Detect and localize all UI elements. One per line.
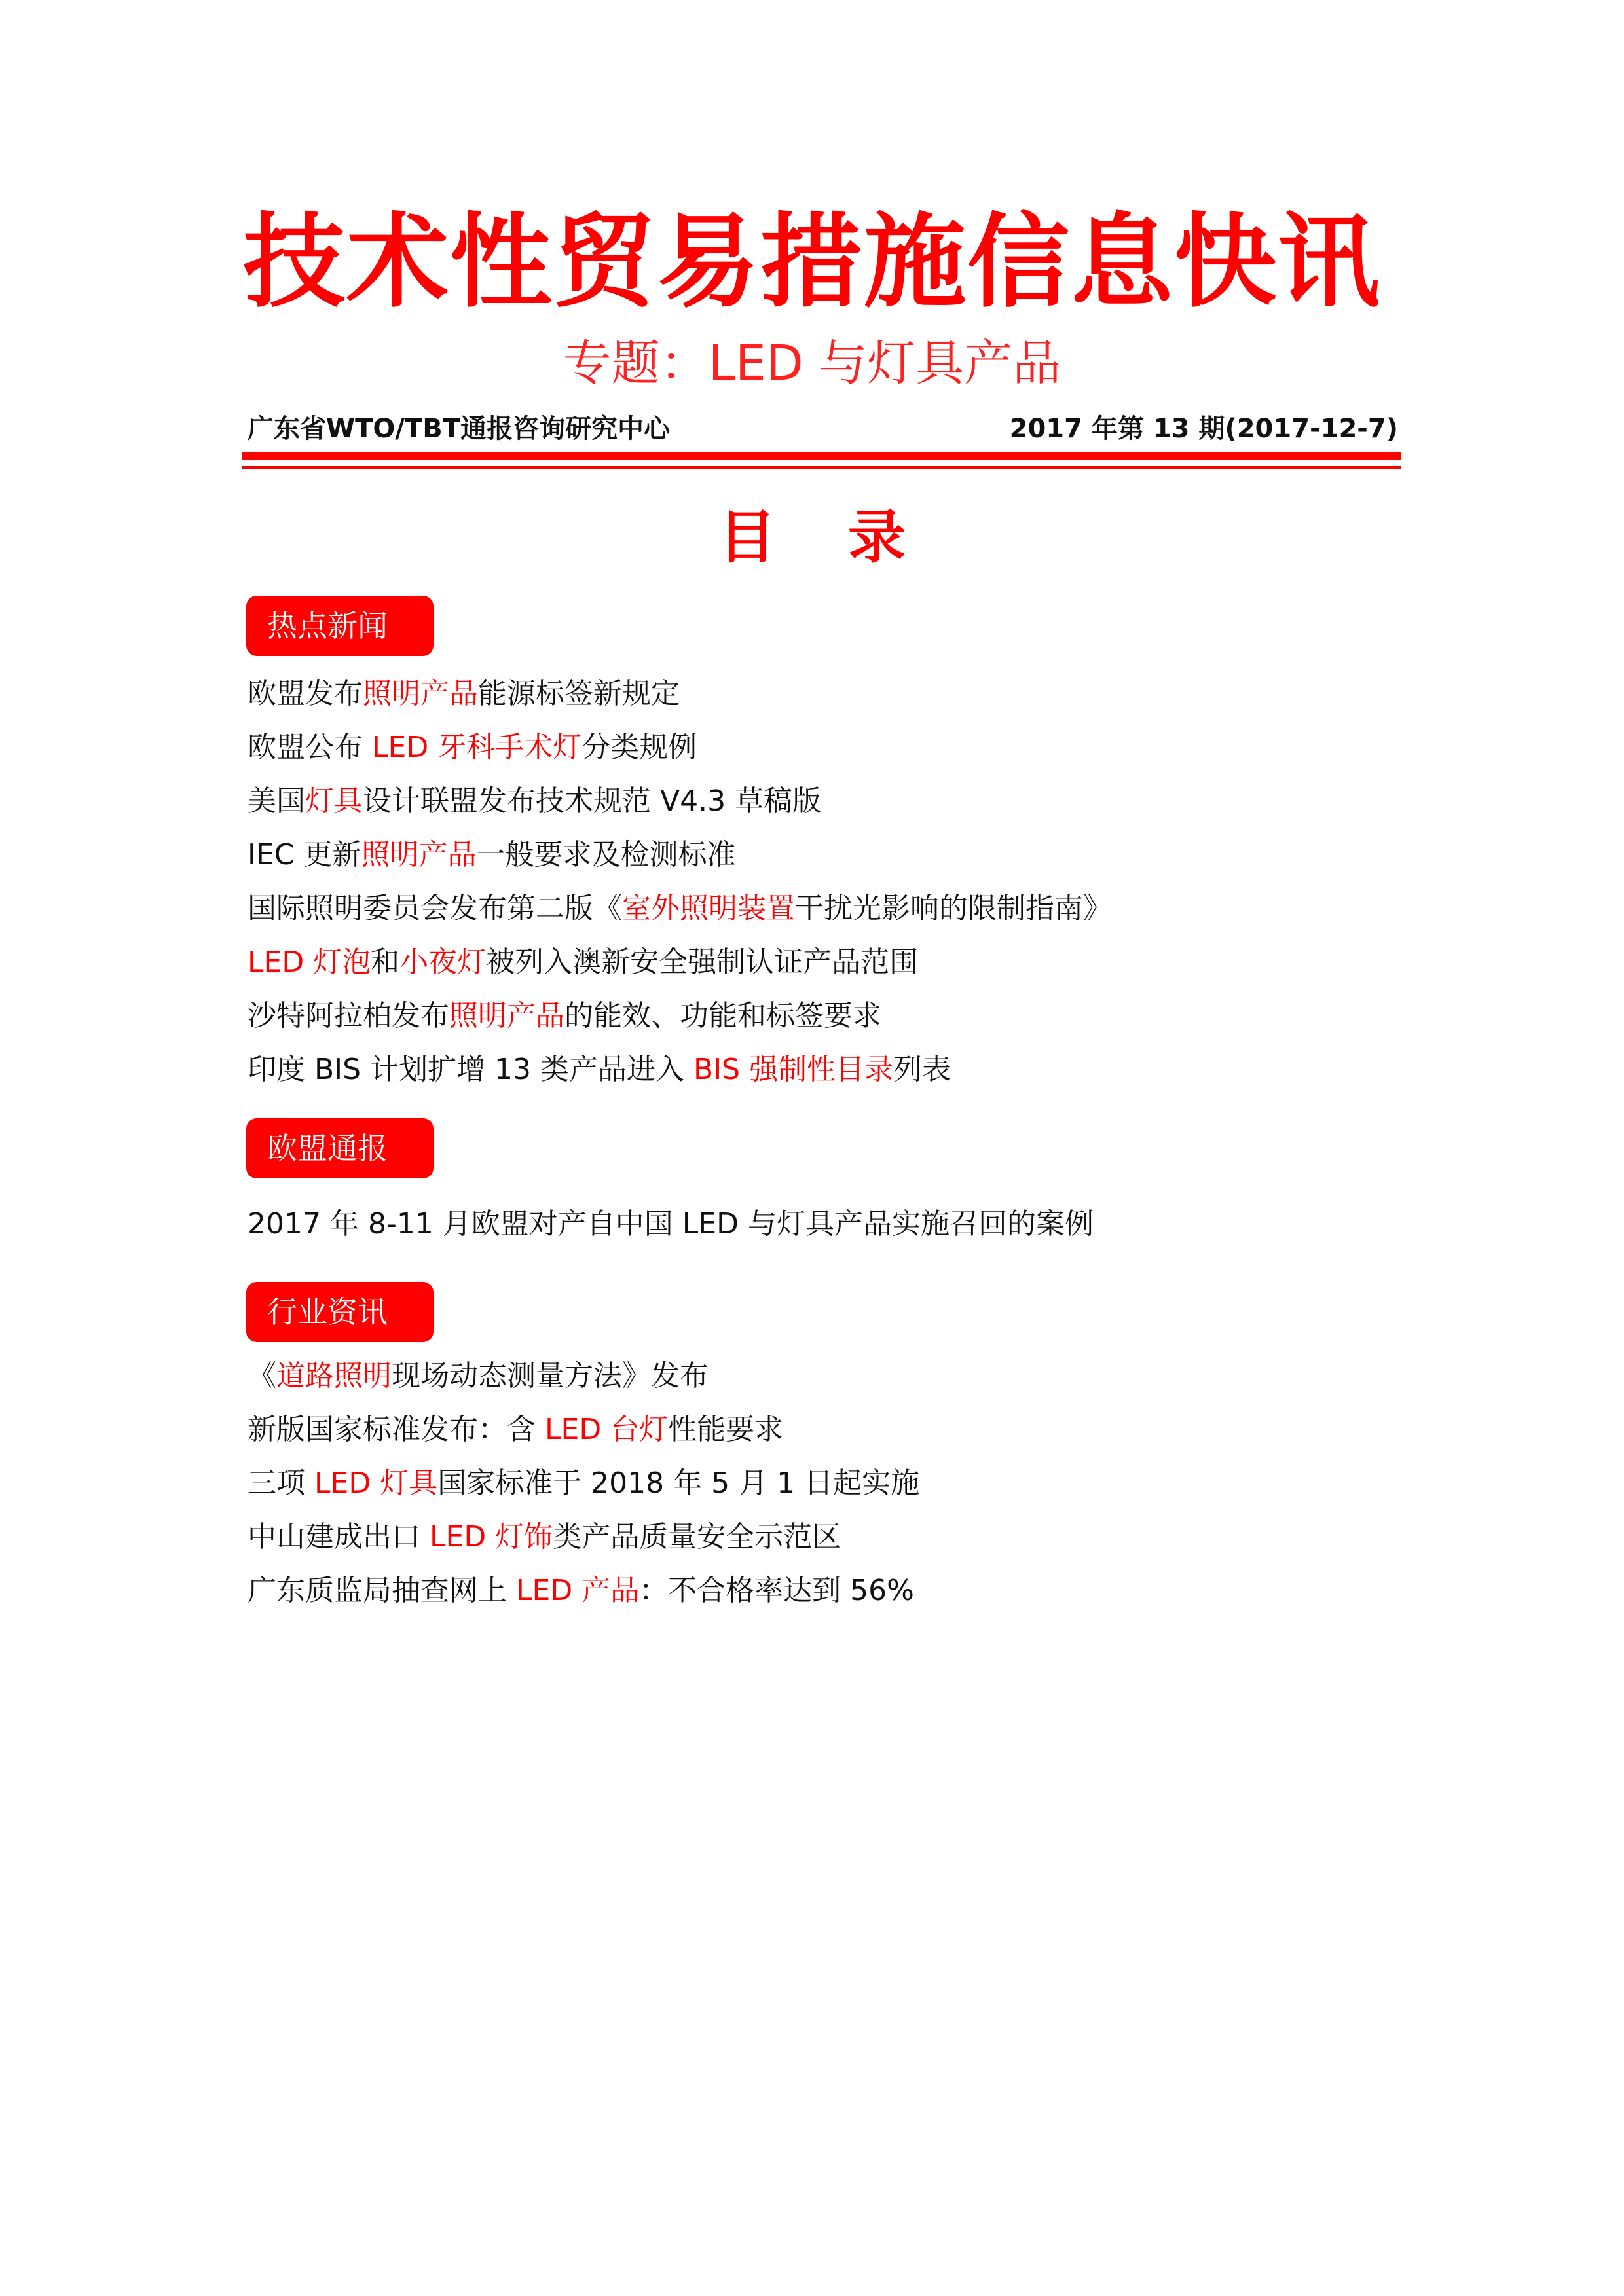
header-rule-thick (242, 452, 1401, 460)
toc-item[interactable] (248, 835, 736, 875)
section-badge-hot-news: 热点新闻 (246, 596, 434, 656)
toc-item[interactable] (248, 1050, 951, 1089)
item-text: 性能要求 (668, 1413, 784, 1446)
toc-item[interactable] (248, 1464, 919, 1503)
toc-item[interactable] (248, 1571, 914, 1611)
item-text: 现场动态测量方法》发布 (392, 1359, 709, 1393)
newsletter-title: 技术性贸易措施信息快讯 (243, 202, 1381, 321)
item-text: 设计联盟发布技术规范 V4.3 草稿版 (363, 784, 822, 818)
item-text: 类产品质量安全示范区 (553, 1520, 841, 1554)
item-text: 列表 (893, 1053, 951, 1086)
toc-title-char: 目 (718, 503, 776, 571)
highlighted-keyword: LED 灯泡 (248, 945, 371, 979)
item-text: 三项 (248, 1467, 314, 1500)
toc-title-char: 录 (848, 503, 906, 571)
publisher-name: 广东省WTO/TBT通报咨询研究中心 (248, 414, 671, 444)
toc-item[interactable] (248, 782, 821, 821)
toc-item[interactable] (248, 1410, 783, 1449)
item-text: ：不合格率达到 56% (639, 1574, 914, 1607)
toc-item[interactable] (248, 996, 881, 1036)
highlighted-keyword: 照明产品 (449, 999, 564, 1032)
toc-item[interactable] (248, 889, 1112, 928)
item-text: 《 (248, 1359, 276, 1393)
item-text: 和 (371, 945, 400, 979)
highlighted-keyword: 小夜灯 (399, 945, 487, 979)
highlighted-keyword: 室外照明装置 (622, 892, 795, 925)
toc-item[interactable] (248, 1205, 1094, 1244)
toc-item[interactable] (248, 943, 918, 982)
item-text: 美国 (248, 784, 305, 818)
highlighted-keyword: 照明产品 (361, 838, 477, 871)
header-rule-thin (242, 466, 1401, 469)
highlighted-keyword: 道路照明 (276, 1359, 392, 1393)
toc-item[interactable] (248, 674, 680, 714)
section-badge-industry-news: 行业资讯 (246, 1282, 434, 1342)
item-text: 的能效、功能和标签要求 (564, 999, 881, 1032)
highlighted-keyword: LED 灯具 (314, 1467, 438, 1500)
highlighted-keyword: BIS 强制性目录 (693, 1053, 894, 1086)
item-text: 一般要求及检测标准 (476, 838, 736, 871)
toc-title (0, 498, 1624, 576)
toc-item[interactable] (248, 1518, 841, 1557)
item-text: 分类规例 (581, 731, 697, 764)
item-text: 2017 年 8-11 月欧盟对产自中国 LED 与灯具产品实施召回的案例 (248, 1207, 1094, 1241)
section-badge-eu-notification: 欧盟通报 (246, 1118, 434, 1178)
newsletter-subtitle: 专题：LED 与灯具产品 (563, 335, 1061, 392)
toc-item[interactable] (248, 728, 697, 767)
item-text: 新版国家标准发布：含 (248, 1413, 545, 1446)
highlighted-keyword: 照明产品 (363, 677, 478, 710)
item-text: 欧盟发布 (248, 677, 363, 710)
issue-info: 2017 年第 13 期(2017-12-7) (1009, 414, 1398, 444)
item-text: 干扰光影响的限制指南》 (795, 892, 1112, 925)
item-text: 国际照明委员会发布第二版《 (248, 892, 622, 925)
item-text: 中山建成出口 (248, 1520, 430, 1554)
item-text: 国家标准于 2018 年 5 月 1 日起实施 (437, 1467, 920, 1500)
highlighted-keyword: LED 灯饰 (430, 1520, 553, 1554)
highlighted-keyword: LED 产品 (516, 1574, 640, 1607)
highlighted-keyword: LED 台灯 (545, 1413, 669, 1446)
item-text: 印度 BIS 计划扩增 13 类产品进入 (248, 1053, 694, 1086)
item-text: 沙特阿拉柏发布 (248, 999, 449, 1032)
item-text: 能源标签新规定 (478, 677, 680, 710)
toc-item[interactable] (248, 1357, 709, 1396)
item-text: 广东质监局抽查网上 (248, 1574, 516, 1607)
highlighted-keyword: 灯具 (305, 784, 363, 818)
item-text: 被列入澳新安全强制认证产品范围 (486, 945, 919, 979)
item-text: 欧盟公布 (248, 731, 372, 764)
highlighted-keyword: LED 牙科手术灯 (372, 731, 582, 764)
item-text: IEC 更新 (248, 838, 361, 871)
